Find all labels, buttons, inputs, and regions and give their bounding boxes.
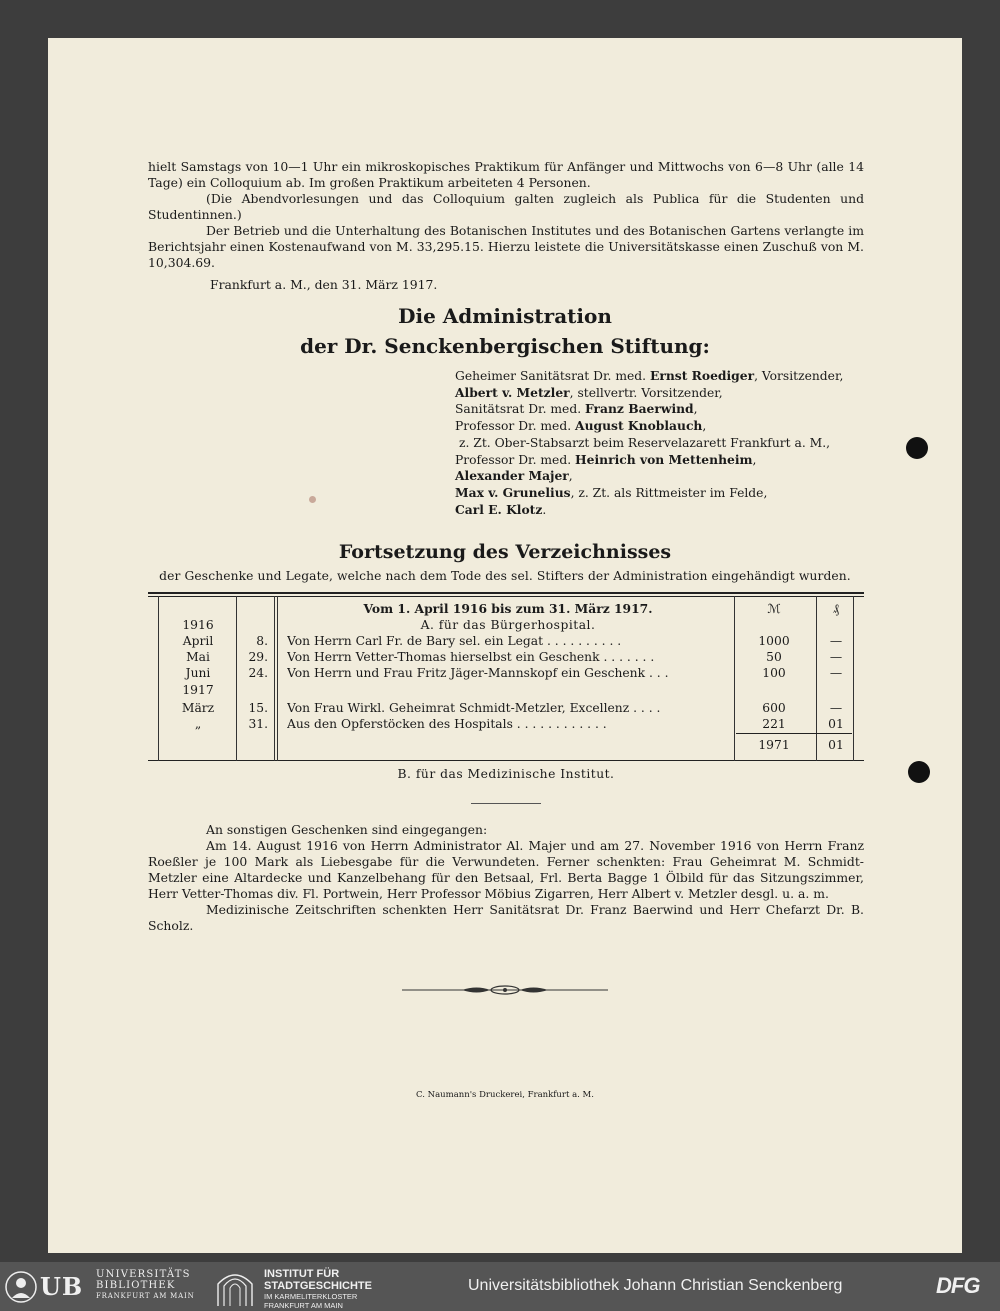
ub-seal-icon [4,1270,38,1304]
member-line: Geheimer Sanitätsrat Dr. med. Ernst Roediger, Vorsitzender, [455,368,844,383]
year-label: 1916 [182,618,214,632]
ub-name-line: BIBLIOTHEK [96,1280,176,1291]
mark-cell: 100 [762,666,786,680]
member-line: Professor Dr. med. Heinrich von Mettenheim, [455,451,757,467]
day-cell: 29. [248,650,268,664]
pfennig-cell: — [829,666,843,680]
table-top-rule-thin [148,596,864,597]
paper-stain [309,496,316,503]
table-bottom-rule [148,760,864,761]
total-row [148,737,864,753]
member-line: Max v. Grunelius, z. Zt. als Rittmeister im Felde, [455,484,768,500]
section-subtitle: der Geschenke und Legate, welche nach dem Tode des sel. Stifters der Administration eingehändigt wurden. [159,569,851,583]
year-label: 1917 [182,683,214,697]
subheading-a: A. für das Bürgerhospital. [420,618,596,632]
entry-cell: Aus den Opferstöcken des Hospitals . . . . . . . . . . . . [287,717,607,731]
month-cell: „ [194,717,202,731]
total-pfennig-cell: 01 [828,738,844,752]
member-list [455,368,875,518]
gifts-block [148,822,864,934]
intro-paragraph-1: hielt Samstags von 10—1 Uhr ein mikroskopisches Praktikum für Anfänger und Mittwochs von 6—8 Uhr (alle 14 Tage) ein Colloquium ab. Im großen Praktikum arbeiteten 4 Personen. [148,159,864,190]
month-cell: Juni [185,666,211,680]
day-cell: 8. [256,634,268,648]
member-line: Alexander Majer, [455,468,573,484]
dfg-logo: DFG [936,1273,980,1298]
mark-column-header: ℳ [767,602,781,616]
pfennig-cell: — [829,701,843,715]
subheading-b: B. für das Medizinische Institut. [397,767,615,781]
ub-name-line: UNIVERSITÄTS [96,1269,191,1280]
isg-name [264,1268,434,1310]
intro-block [148,159,864,271]
mark-cell: 1000 [758,634,790,648]
admin-heading-1: Die Administration [398,304,612,328]
place-date: Frankfurt a. M., den 31. März 1917. [210,277,438,292]
pfennig-column-header: ₰ [832,602,840,616]
table-row [148,682,864,698]
donations-table [148,592,864,762]
period-heading: Vom 1. April 1916 bis zum 31. März 1917. [363,601,653,616]
ub-logo-text: UB [40,1272,84,1301]
entry-cell: Von Herrn und Frau Fritz Jäger-Mannskopf ein Geschenk . . . [287,666,669,680]
table-row [148,700,864,716]
table-top-rule [148,592,864,594]
table-row [148,633,864,649]
footer-bar [0,1262,1000,1311]
member-line: Albert v. Metzler, stellvertr. Vorsitzender, [455,384,723,400]
section-title: Fortsetzung des Verzeichnisses [338,541,672,563]
pfennig-cell: — [829,650,843,664]
month-cell: März [181,701,215,715]
admin-heading-2: der Dr. Senckenbergischen Stiftung: [300,334,710,358]
pfennig-cell: — [829,634,843,648]
document-page [48,38,962,1253]
member-line: Professor Dr. med. August Knoblauch, [455,418,707,434]
total-mark-cell: 1971 [758,738,790,752]
gifts-paragraph-2: Am 14. August 1916 von Herrn Administrator Al. Majer und am 27. November 1916 von Herrn Franz Roeßler je 100 Mark als Liebesgabe für die Verwundeten. Ferner schenkten: Frau Geheimrat M. Schmidt-Metzler eine Altardecke und Kanzelbehang für den Betsaal, Frl. Berta Bagge 1 Ölbild für das Sitzungszimmer, Herr Vetter-Thomas div. Fl. Portwein, Herr Professor Möbius Zigarren, Herr Albert v. Metzler desgl. u. a. m. [148,838,864,901]
day-cell: 31. [248,717,268,731]
isg-name-line: INSTITUT FÜR [264,1268,340,1280]
library-name: Universitätsbibliothek Johann Christian Senckenberg [468,1277,843,1294]
ub-name [96,1269,196,1302]
table-header-row [148,601,864,617]
table-row [148,617,864,633]
punch-hole-top [906,437,928,459]
punch-hole-bottom [908,761,930,783]
isg-arch-icon [214,1270,256,1306]
mark-cell: 600 [762,701,786,715]
table-row [148,716,864,732]
gifts-paragraph-3: Medizinische Zeitschriften schenkten Herr Sanitätsrat Dr. Franz Baerwind und Herr Chefarzt Dr. B. Scholz. [148,902,864,933]
intro-paragraph-2: (Die Abendvorlesungen und das Colloquium galten zugleich als Publica für die Studenten und Studentinnen.) [148,191,864,222]
entry-cell: Von Frau Wirkl. Geheimrat Schmidt-Metzler, Excellenz . . . . [287,701,661,715]
member-line: Carl E. Klotz. [455,501,547,517]
intro-paragraph-3: Der Betrieb und die Unterhaltung des Botanischen Institutes und des Botanischen Gartens verlangte im Berichtsjahr einen Kostenaufwand von M. 33,295.15. Hierzu leistete die Universitätskasse einen Zuschuß von M. 10,304.69. [148,223,864,270]
month-cell: Mai [186,650,210,664]
pfennig-cell: 01 [828,717,844,731]
mark-cell: 221 [762,717,786,731]
month-cell: April [182,634,214,648]
entry-cell: Von Herrn Vetter-Thomas hierselbst ein Geschenk . . . . . . . [287,650,655,664]
day-cell: 24. [248,666,268,680]
separator-rule [471,803,541,804]
table-row [148,665,864,681]
member-line: Sanitätsrat Dr. med. Franz Baerwind, [455,401,698,417]
entry-cell: Von Herrn Carl Fr. de Bary sel. ein Legat . . . . . . . . . . [287,634,622,648]
sum-rule [736,733,852,734]
ub-name-line: FRANKFURT AM MAIN [96,1292,195,1300]
member-line: z. Zt. Ober-Stabsarzt beim Reservelazarett Frankfurt a. M., [459,435,831,450]
isg-name-line: FRANKFURT AM MAIN [264,1301,343,1310]
mark-cell: 50 [766,650,782,664]
isg-name-line: STADTGESCHICHTE [264,1280,372,1292]
gifts-paragraph-1: An sonstigen Geschenken sind eingegangen: [206,822,488,837]
isg-name-line: IM KARMELITERKLOSTER [264,1292,358,1301]
table-row [148,649,864,665]
printer-imprint: C. Naumann's Druckerei, Frankfurt a. M. [416,1090,594,1100]
ornament-divider [402,982,608,998]
day-cell: 15. [248,701,268,715]
